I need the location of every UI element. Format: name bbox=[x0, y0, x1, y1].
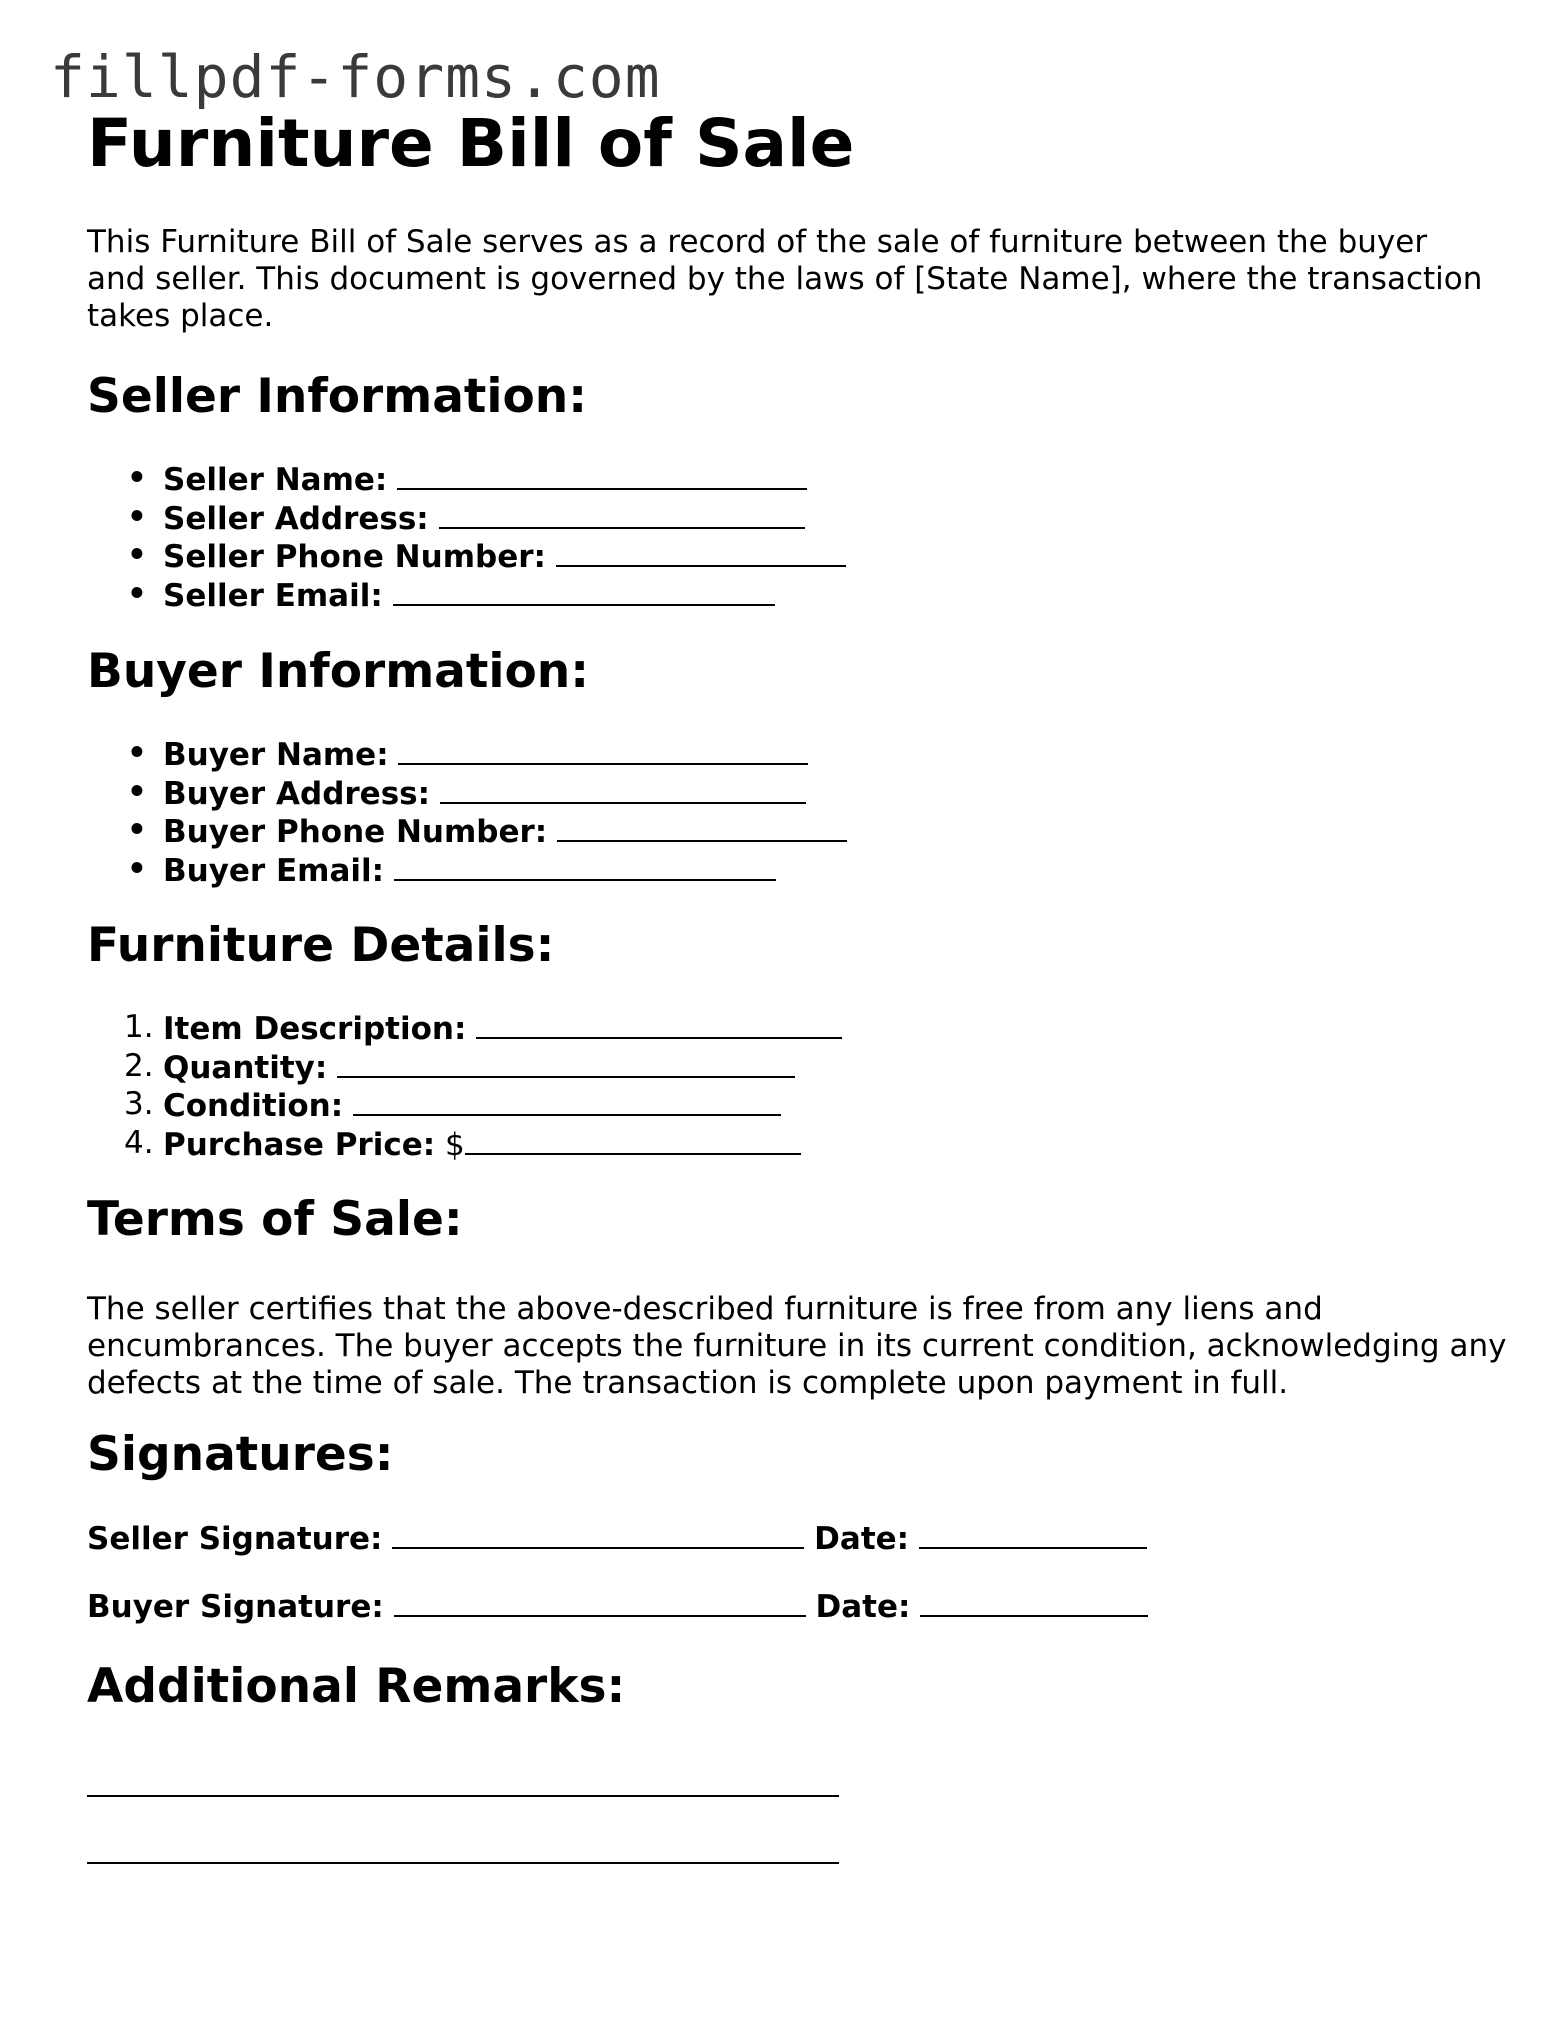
buyer-email-field: • Buyer Email: bbox=[87, 851, 847, 890]
seller-phone-blank[interactable] bbox=[556, 537, 846, 567]
purchase-price-field bbox=[87, 1125, 842, 1164]
field-label: Buyer Phone Number: bbox=[163, 814, 548, 851]
buyer-phone-blank[interactable] bbox=[557, 812, 847, 842]
field-label: Condition: bbox=[163, 1088, 344, 1125]
field-label: Quantity: bbox=[163, 1049, 328, 1086]
buyer-heading: Buyer Information: bbox=[87, 644, 590, 699]
seller-address-field: • Seller Address: bbox=[87, 499, 846, 538]
buyer-phone-field: • Buyer Phone Number: bbox=[87, 812, 847, 851]
field-label: Item Description: bbox=[163, 1011, 467, 1047]
purchase-price-blank[interactable] bbox=[465, 1125, 801, 1155]
item-description-blank[interactable] bbox=[476, 1009, 842, 1039]
seller-signature-label: Seller Signature: bbox=[87, 1521, 383, 1557]
buyer-name-blank[interactable] bbox=[398, 735, 808, 765]
date-label: Date: bbox=[814, 1521, 910, 1557]
watermark: fillpdf-forms.com bbox=[50, 43, 661, 111]
furniture-fields-list bbox=[87, 1009, 842, 1163]
buyer-address-field: • Buyer Address: bbox=[87, 774, 847, 813]
remarks-line-2[interactable] bbox=[87, 1862, 839, 1864]
list-number: 1. bbox=[124, 1009, 154, 1045]
field-label: Buyer Email: bbox=[163, 852, 385, 889]
seller-email-field: • Seller Email: bbox=[87, 576, 846, 615]
seller-name-blank[interactable] bbox=[397, 460, 807, 490]
condition-blank[interactable] bbox=[353, 1086, 781, 1116]
buyer-date-blank[interactable] bbox=[920, 1587, 1148, 1617]
field-label: Buyer Address: bbox=[163, 775, 430, 812]
field-label: Seller Name: bbox=[163, 462, 388, 498]
seller-signature-row bbox=[87, 1519, 1147, 1558]
field-label: Seller Phone Number: bbox=[163, 539, 546, 576]
terms-paragraph: The seller certifies that the above-described furniture is free from any liens and encumbrances. The buyer accepts the furniture in its current condition, acknowledging any defects at the time of sale. The transaction is complete upon payment in full. bbox=[87, 1291, 1507, 1401]
field-label: Purchase Price: bbox=[163, 1126, 436, 1163]
field-label: Seller Address: bbox=[163, 500, 429, 537]
date-label: Date: bbox=[815, 1589, 911, 1625]
buyer-fields-list bbox=[87, 735, 847, 889]
seller-heading: Seller Information: bbox=[87, 369, 588, 424]
buyer-signature-row bbox=[87, 1587, 1148, 1626]
buyer-name-field: • Buyer Name: bbox=[87, 735, 847, 774]
buyer-signature-blank[interactable] bbox=[394, 1587, 806, 1617]
item-description-field bbox=[87, 1009, 842, 1048]
terms-heading: Terms of Sale: bbox=[87, 1192, 463, 1247]
signatures-heading: Signatures: bbox=[87, 1427, 394, 1482]
seller-address-blank[interactable] bbox=[439, 499, 805, 529]
list-number: 3. bbox=[124, 1086, 154, 1123]
seller-name-field: • Seller Name: bbox=[87, 460, 846, 499]
seller-phone-field: • Seller Phone Number: bbox=[87, 537, 846, 576]
furniture-heading: Furniture Details: bbox=[87, 918, 555, 973]
seller-fields-list bbox=[87, 460, 846, 614]
quantity-field bbox=[87, 1048, 842, 1087]
list-number: 2. bbox=[124, 1047, 154, 1084]
buyer-signature-label: Buyer Signature: bbox=[87, 1589, 384, 1625]
remarks-line-1[interactable] bbox=[87, 1795, 839, 1797]
remarks-heading: Additional Remarks: bbox=[87, 1659, 626, 1714]
currency-symbol: $ bbox=[445, 1126, 465, 1163]
seller-email-blank[interactable] bbox=[393, 576, 775, 606]
condition-field bbox=[87, 1086, 842, 1125]
seller-signature-blank[interactable] bbox=[392, 1519, 804, 1549]
field-label: Seller Email: bbox=[163, 577, 383, 614]
buyer-email-blank[interactable] bbox=[394, 851, 776, 881]
quantity-blank[interactable] bbox=[337, 1048, 795, 1078]
field-label: Buyer Name: bbox=[163, 737, 389, 773]
document-title: Furniture Bill of Sale bbox=[87, 105, 855, 182]
intro-paragraph: This Furniture Bill of Sale serves as a record of the sale of furniture between the buyer and seller. This document is governed by the laws of [State Name], where the transaction takes place. bbox=[87, 224, 1483, 334]
list-number: 4. bbox=[124, 1124, 154, 1161]
seller-date-blank[interactable] bbox=[919, 1519, 1147, 1549]
buyer-address-blank[interactable] bbox=[440, 774, 806, 804]
